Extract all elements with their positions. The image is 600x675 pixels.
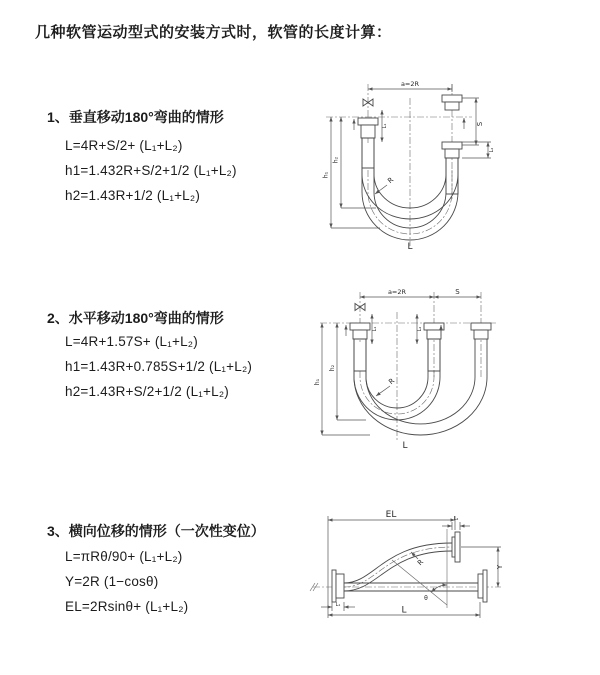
dim-label-l2: L₂ <box>489 147 495 153</box>
dim-label-h1: h₁ <box>314 378 321 386</box>
dimension-lines <box>322 297 481 435</box>
section-3-heading: 3、横向位移的情形（一次性变位） <box>47 523 265 539</box>
section-1-formula-h1: h1=1.432R+S/2+1/2 (L₁+L₂) <box>65 163 237 178</box>
section-2-formula-L: L=4R+1.57S+ (L₁+L₂) <box>65 334 198 349</box>
dim-label-l2: L₂ <box>417 326 423 332</box>
dim-label-y: Y <box>496 564 504 570</box>
dim-label-el: EL <box>385 510 397 520</box>
section-2-formula-h1: h1=1.43R+0.785S+1/2 (L₁+L₂) <box>65 359 253 374</box>
section-1-heading: 1、垂直移动180°弯曲的情形 <box>47 109 224 125</box>
radius-label: R <box>387 376 397 387</box>
angle-theta-label: θ <box>424 595 428 602</box>
dimension-lines <box>321 516 501 618</box>
diagram-horizontal-180-bend <box>310 280 600 465</box>
dim-label-s: S <box>455 288 460 296</box>
length-label: L <box>407 242 413 252</box>
angle-construction-lines <box>392 529 447 608</box>
hose-curves <box>354 339 487 435</box>
section-3-formula-Y: Y=2R (1−cosθ) <box>65 574 159 589</box>
section-1-formula-L: L=4R+S/2+ (L₁+L₂) <box>65 138 183 153</box>
section-1-formula-h2: h2=1.43R+1/2 (L₁+L₂) <box>65 188 201 203</box>
diagram-lateral-displacement <box>305 505 595 645</box>
section-3-formula-EL: EL=2Rsinθ+ (L₁+L₂) <box>65 599 189 614</box>
section-3-formula-L: L=πRθ/90+ (L₁+L₂) <box>65 549 183 564</box>
page-title: 几种软管运动型式的安装方式时，软管的长度计算： <box>35 24 392 41</box>
flange-fittings <box>332 532 487 602</box>
dim-label-l1: L₁ <box>372 326 378 332</box>
length-label: L <box>401 605 407 616</box>
section-2-formula-h2: h2=1.43R+S/2+1/2 (L₁+L₂) <box>65 384 229 399</box>
dimension-lines <box>331 84 491 228</box>
dim-label-a2r: a=2R <box>387 288 407 296</box>
radius-label: R <box>386 175 396 186</box>
dim-label-s: S <box>476 121 484 127</box>
dim-label-l1: L₁ <box>335 602 341 608</box>
section-2-heading: 2、水平移动180°弯曲的情形 <box>47 310 224 326</box>
dim-label-l1: L₁ <box>382 123 388 129</box>
dim-label-h1: h₁ <box>322 171 330 179</box>
dim-label-h2: h₂ <box>329 364 336 372</box>
dim-label-a2r: a=2R <box>400 80 420 88</box>
dim-label-h2: h₂ <box>332 156 340 164</box>
diagram-vertical-180-bend <box>310 72 600 252</box>
length-label: L <box>402 441 408 451</box>
radius-label: R <box>416 558 426 568</box>
centerlines <box>320 292 496 442</box>
dim-label-l2: L₂ <box>453 516 459 522</box>
